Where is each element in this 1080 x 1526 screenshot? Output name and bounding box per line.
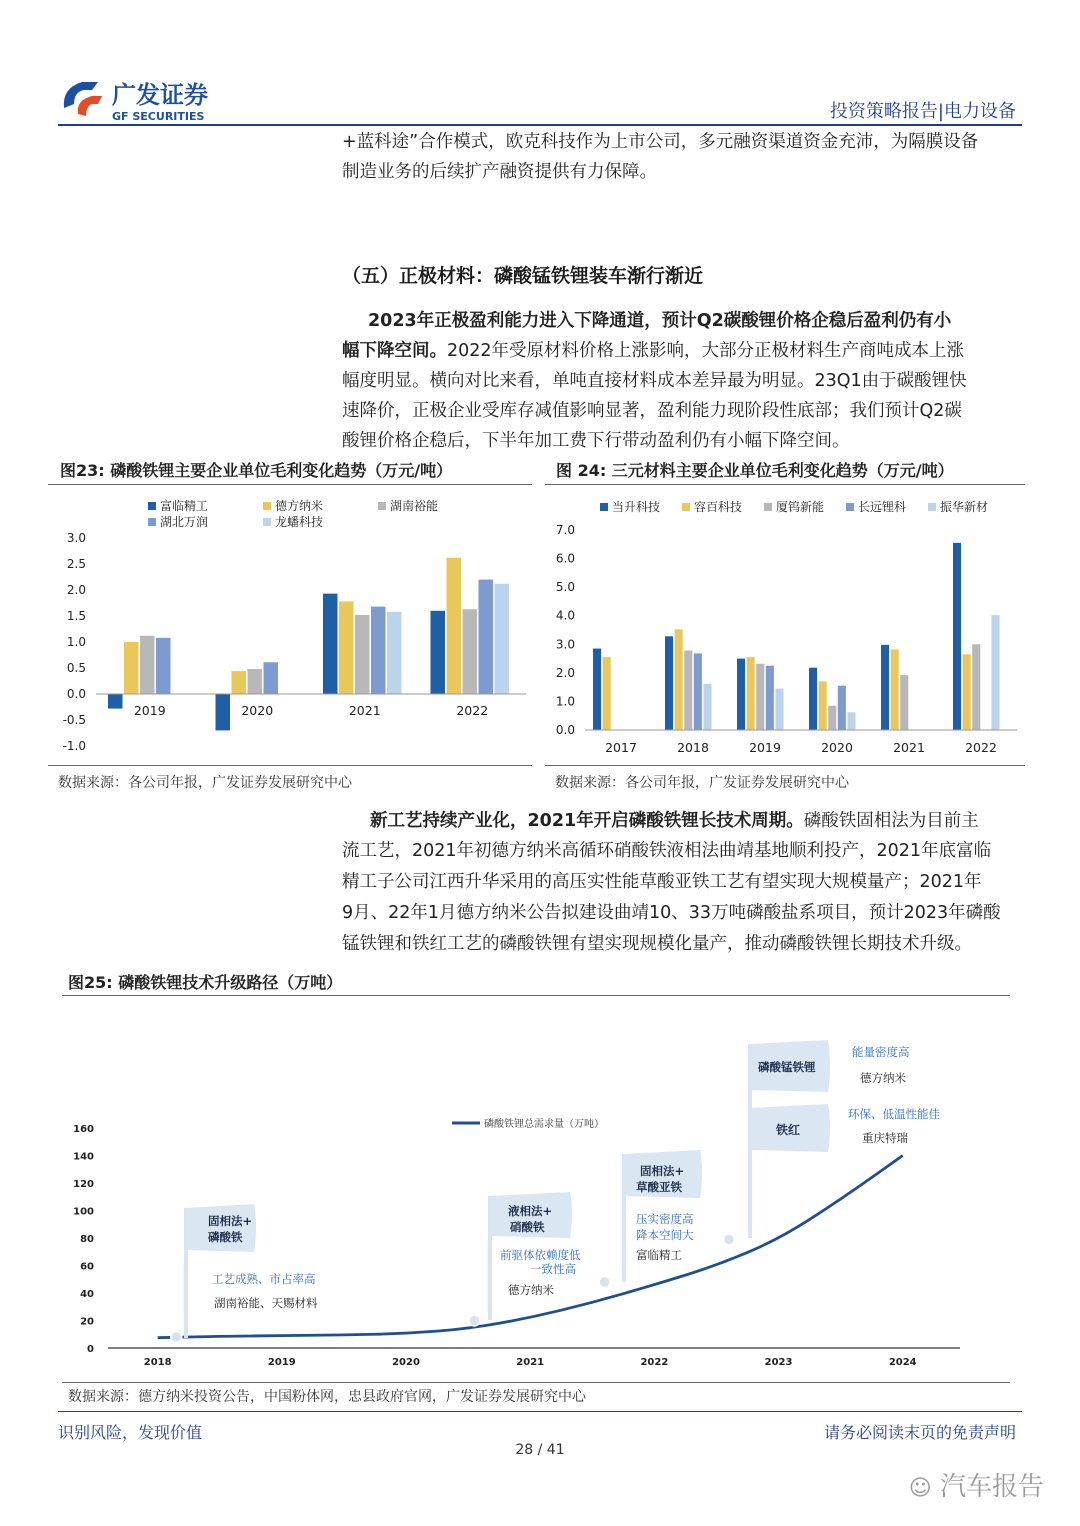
bar <box>124 642 139 694</box>
y-tick-label: 3.0 <box>66 531 86 545</box>
flag2-label2: 硝酸铁 <box>510 1220 545 1234</box>
bar <box>766 666 774 730</box>
x-tick-label: 2017 <box>605 740 637 755</box>
flag4-label1: 铁红 <box>776 1123 801 1137</box>
bar <box>387 612 402 694</box>
bar <box>703 684 711 730</box>
bar <box>495 584 510 694</box>
bar <box>371 607 386 694</box>
y-tick-label: 1.0 <box>555 694 575 709</box>
bar <box>463 609 478 694</box>
y-tick-label: 1.5 <box>66 609 86 623</box>
flag3-note1: 压实密度高 <box>636 1212 694 1226</box>
bar <box>447 558 462 694</box>
bar <box>953 543 961 730</box>
legend-swatch <box>148 518 156 526</box>
x-tick-label: 2020 <box>392 1357 420 1368</box>
flag2-note3: 德方纳米 <box>508 1283 554 1297</box>
bar <box>694 653 702 730</box>
y-tick-label: 0 <box>87 1344 94 1355</box>
y-tick-label: 5.0 <box>555 580 575 595</box>
gf-logo-icon <box>58 74 258 124</box>
flag4-note1: 环保、低温性能佳 <box>848 1107 940 1121</box>
fig23-bottom-rule <box>48 765 532 766</box>
bar <box>684 651 692 730</box>
fig25-rule <box>62 995 1010 996</box>
milestone-marker <box>171 1332 182 1343</box>
legend-label: 湖南裕能 <box>390 499 439 513</box>
flag5-note2: 德方纳米 <box>860 1071 906 1085</box>
wechat-icon: ☺ <box>908 1476 932 1501</box>
bar <box>232 671 247 694</box>
flag1-label1: 固相法+ <box>208 1214 253 1228</box>
legend-label: 当升科技 <box>612 500 661 514</box>
demand-line <box>158 1156 903 1338</box>
para2-line3: 精工子公司江西升华采用的高压实性能草酸亚铁工艺有望实现大规模量产；2021年 <box>342 872 982 892</box>
y-tick-label: 20 <box>80 1316 94 1328</box>
bar <box>431 611 446 694</box>
y-tick-label: 80 <box>80 1234 94 1245</box>
fig24-rule <box>545 484 1025 485</box>
legend-swatch <box>928 503 936 511</box>
flag5-label1: 磷酸锰铁锂 <box>758 1060 816 1074</box>
bar <box>881 645 889 730</box>
bar <box>323 594 338 694</box>
bar <box>737 659 745 730</box>
fig24-source: 数据来源：各公司年报，广发证券发展研究中心 <box>555 775 849 791</box>
para1-line5: 酸锂价格企稳后，下半年加工费下行带动盈利仍有小幅下降空间。 <box>342 431 850 451</box>
fig24-bottom-rule <box>545 765 1025 766</box>
footer-divider <box>58 1411 1022 1412</box>
footer-disclaimer: 请务必阅读末页的免责声明 <box>823 1423 1016 1442</box>
y-tick-label: 3.0 <box>555 637 575 652</box>
y-tick-label: 160 <box>73 1124 94 1135</box>
legend-swatch <box>148 502 156 510</box>
flag1-note2: 湖南裕能、天赐材料 <box>214 1296 318 1310</box>
bar <box>264 662 279 694</box>
fig25-title: 图25: 磷酸铁锂技术升级路径（万吨） <box>68 973 343 992</box>
x-tick-label: 2021 <box>516 1357 545 1368</box>
fig23-rule <box>48 484 532 485</box>
bar <box>809 668 817 730</box>
flag-iron-red-and-lmfp <box>750 1040 940 1238</box>
bar <box>847 712 855 730</box>
x-tick-label: 2019 <box>749 740 781 755</box>
para1-line4: 速降价，正极企业受库存减值影响显著，盈利能力现阶段性底部；我们预计Q2碳 <box>342 401 962 421</box>
intro-line-2: 制造业务的后续扩产融资提供有力保障。 <box>342 162 657 182</box>
flag1-label2: 磷酸铁 <box>208 1230 243 1244</box>
para2-line1-rest: 磷酸铁固相法为目前主 <box>803 811 979 831</box>
flag3-label2: 草酸亚铁 <box>636 1180 682 1194</box>
bar <box>216 694 231 730</box>
x-tick-label: 2024 <box>888 1357 917 1368</box>
bar <box>108 694 123 709</box>
bar <box>747 657 755 730</box>
x-tick-label: 2023 <box>764 1357 793 1368</box>
x-tick-label: 2022 <box>965 740 997 755</box>
y-tick-label: 100 <box>73 1206 94 1218</box>
para2-line1 <box>370 805 979 837</box>
bar <box>775 689 783 730</box>
legend-label: 振华新材 <box>940 500 989 514</box>
y-tick-label: -1.0 <box>62 739 86 753</box>
fig23-title: 图23: 磷酸铁锂主要企业单位毛利变化趋势（万元/吨） <box>60 461 453 480</box>
fig25-chart <box>60 1000 1020 1380</box>
para1-lead-line2: 幅下降空间。 <box>342 341 447 361</box>
fig24-chart <box>545 490 1025 760</box>
flag3-note2: 降本空间大 <box>636 1228 694 1242</box>
x-tick-label: 2022 <box>456 703 489 718</box>
bar <box>972 644 980 730</box>
flag1-note1: 工艺成熟、市占率高 <box>212 1272 316 1286</box>
y-tick-label: 1.0 <box>66 635 86 649</box>
flag5-note1: 能量密度高 <box>852 1045 910 1059</box>
x-tick-label: 2021 <box>348 703 381 718</box>
bar <box>891 649 899 730</box>
legend-swatch <box>263 518 271 526</box>
x-tick-label: 2018 <box>677 740 709 755</box>
y-tick-label: 0.0 <box>555 723 575 737</box>
fig23-source: 数据来源：各公司年报，广发证券发展研究中心 <box>58 775 352 791</box>
para1-line3: 幅度明显。横向对比来看，单吨直接材料成本差异最为明显。23Q1由于碳酸锂快 <box>342 371 967 391</box>
bar <box>156 638 171 694</box>
y-tick-label: 60 <box>80 1261 94 1273</box>
y-tick-label: 4.0 <box>555 608 575 623</box>
bar <box>339 601 354 694</box>
flag2-note2: 一致性高 <box>530 1262 576 1276</box>
flag-liquid-phase-iron-nitrate <box>490 1192 581 1320</box>
para2-line4: 9月、22年1月德方纳米公告拟建设曲靖10、33万吨磷酸盐系项目，预计2023年磷酸 <box>342 903 1001 923</box>
legend-swatch <box>764 503 772 511</box>
para1-line2-rest: 2022年受原材料价格上涨影响，大部分正极材料生产商吨成本上涨 <box>447 341 965 361</box>
watermark <box>909 1466 1044 1503</box>
bar <box>900 675 908 730</box>
milestone-marker <box>469 1315 480 1326</box>
x-tick-label: 2021 <box>893 740 925 755</box>
y-tick-label: 0.0 <box>66 687 86 701</box>
brand-cn: 广发证券 <box>112 81 208 109</box>
fig25-bottom-rule <box>62 1382 1010 1383</box>
bar <box>819 681 827 730</box>
footer-slogan: 识别风险，发现价值 <box>58 1423 203 1442</box>
x-tick-label: 2019 <box>267 1357 296 1368</box>
legend-swatch <box>846 503 854 511</box>
y-tick-label: 40 <box>80 1289 94 1300</box>
para1-line2 <box>342 335 964 367</box>
milestone-marker <box>599 1277 610 1288</box>
flag-solid-phase-iron-phosphate <box>186 1204 318 1338</box>
legend-label: 厦钨新能 <box>776 500 825 514</box>
bar <box>140 636 155 694</box>
flag4-note2: 重庆特瑞 <box>862 1131 908 1145</box>
flag2-note1: 前驱体依赖度低 <box>500 1248 581 1262</box>
fig23-chart <box>48 490 532 760</box>
legend-label: 容百科技 <box>694 500 743 514</box>
section-title: （五）正极材料：磷酸锰铁锂装车渐行渐近 <box>342 265 704 287</box>
brand-en: GF SECURITIES <box>112 110 205 123</box>
bar <box>479 580 494 694</box>
y-tick-label: 6.0 <box>555 551 575 566</box>
y-tick-label: -0.5 <box>62 713 86 727</box>
flag2-label1: 液相法+ <box>508 1204 553 1218</box>
bar <box>248 669 263 694</box>
x-tick-label: 2020 <box>241 703 274 718</box>
page-number: 28 / 41 <box>515 1442 565 1458</box>
watermark-text: 汽车报告 <box>939 1472 1044 1502</box>
y-tick-label: 2.0 <box>66 583 86 597</box>
flag-solid-phase-ferrous-oxalate <box>624 1150 702 1282</box>
legend-swatch <box>682 503 690 511</box>
bar <box>756 664 764 730</box>
y-tick-label: 140 <box>73 1151 94 1163</box>
para2-line5: 锰铁锂和铁红工艺的磷酸铁锂有望实现规模化量产，推动磷酸铁锂长期技术升级。 <box>342 934 972 954</box>
y-tick-label: 0.5 <box>66 661 86 675</box>
legend-swatch <box>263 502 271 510</box>
para2-lead: 新工艺持续产业化，2021年开启磷酸铁锂长技术周期。 <box>370 811 804 831</box>
intro-line-1: +蓝科途”合作模式，欧克科技作为上市公司，多元融资渠道资金充沛，为隔膜设备 <box>342 132 979 152</box>
legend-label: 长远锂科 <box>858 500 907 514</box>
bar <box>593 649 601 730</box>
x-tick-label: 2020 <box>821 740 853 755</box>
legend-label: 龙蟠科技 <box>275 515 324 529</box>
para2-line2: 流工艺，2021年初德方纳米高循环硝酸铁液相法曲靖基地顺利投产，2021年底富临 <box>342 841 992 861</box>
legend-label: 富临精工 <box>160 499 209 513</box>
fig25-source: 数据来源：德方纳米投资公告，中国粉体网，忠县政府官网，广发证券发展研究中心 <box>68 1389 586 1405</box>
legend-label: 湖北万润 <box>160 515 209 529</box>
x-tick-label: 2019 <box>133 703 166 718</box>
bar <box>838 686 846 730</box>
fig25-legend-label: 磷酸铁锂总需求量（万吨） <box>484 1119 604 1130</box>
legend-swatch <box>378 502 386 510</box>
bar <box>963 654 971 730</box>
x-tick-label: 2022 <box>640 1357 669 1368</box>
bar <box>991 615 999 730</box>
bar <box>828 706 836 730</box>
y-tick-label: 2.5 <box>66 557 86 571</box>
bar <box>675 629 683 730</box>
milestone-marker <box>723 1234 734 1245</box>
para1-lead-line1: 2023年正极盈利能力进入下降通道，预计Q2碳酸锂价格企稳后盈利仍有小 <box>368 311 952 331</box>
flag3-note3: 富临精工 <box>636 1248 682 1262</box>
y-tick-label: 7.0 <box>555 523 575 537</box>
report-type: 投资策略报告|电力设备 <box>829 101 1016 122</box>
flag3-label1: 固相法+ <box>640 1164 685 1178</box>
legend-swatch <box>600 503 608 511</box>
brand-logo <box>58 74 258 124</box>
y-tick-label: 120 <box>73 1179 94 1190</box>
x-tick-label: 2018 <box>143 1357 172 1368</box>
bar <box>355 615 370 694</box>
legend-label: 德方纳米 <box>275 499 324 513</box>
fig24-title: 图 24: 三元材料主要企业单位毛利变化趋势（万元/吨） <box>556 461 954 480</box>
bar <box>603 657 611 730</box>
bar <box>665 636 673 730</box>
y-tick-label: 2.0 <box>555 665 575 680</box>
